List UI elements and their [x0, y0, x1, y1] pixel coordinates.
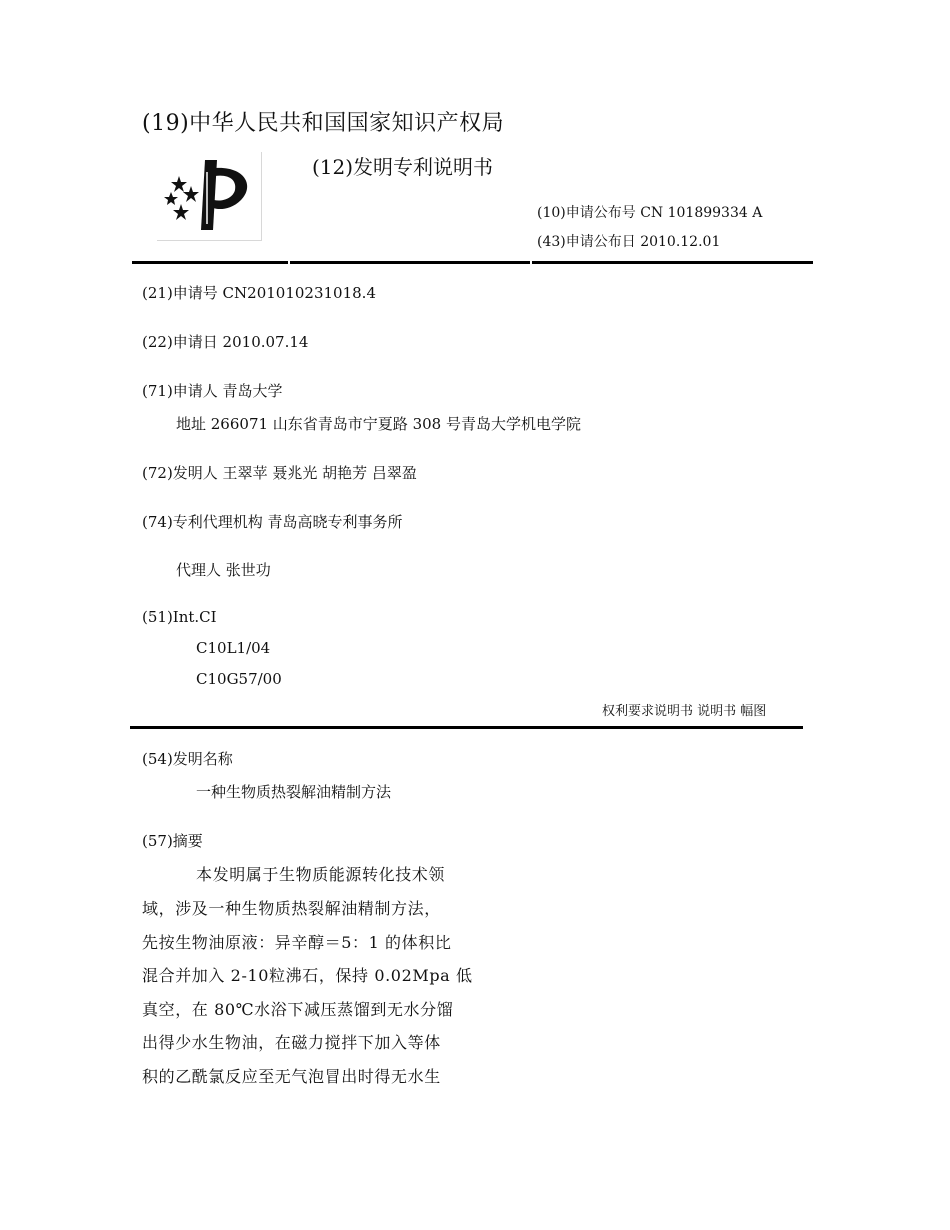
cnipa-logo-icon: [157, 152, 261, 240]
abstract-line: 混合并加入 2-10粒沸石，保持 0.02Mpa 低: [142, 966, 473, 985]
abstract-line: 积的乙酰氯反应至无气泡冒出时得无水生: [142, 1067, 441, 1086]
patent-agent: 代理人 张世功: [176, 561, 271, 579]
publication-number: (10)申请公布号 CN 101899334 A: [537, 205, 763, 221]
int-cl-label: (51)Int.CI: [142, 608, 217, 626]
header-divider-right: [532, 261, 813, 264]
sections-nav: 权利要求说明书 说明书 幅图: [602, 704, 767, 719]
abstract-line: 域，涉及一种生物质热裂解油精制方法，: [142, 899, 441, 918]
ipc-code: C10G57/00: [196, 670, 282, 688]
patent-agency: (74)专利代理机构 青岛高晓专利事务所: [142, 513, 403, 531]
inventors: (72)发明人 王翠苹 聂兆光 胡艳芳 吕翠盈: [142, 464, 417, 482]
invention-title-label: (54)发明名称: [142, 750, 233, 768]
issuing-office: (19)中华人民共和国国家知识产权局: [142, 111, 505, 136]
publication-date: (43)申请公布日 2010.12.01: [537, 234, 721, 250]
header-divider-middle: [290, 261, 530, 264]
header-divider-left: [132, 261, 288, 264]
application-number: (21)申请号 CN201010231018.4: [142, 284, 376, 302]
applicant-address: 地址 266071 山东省青岛市宁夏路 308 号青岛大学机电学院: [176, 415, 581, 433]
biblio-divider: [130, 726, 803, 729]
invention-title: 一种生物质热裂解油精制方法: [196, 783, 392, 801]
ipc-code: C10L1/04: [196, 639, 271, 657]
abstract-line: 本发明属于生物质能源转化技术领: [196, 865, 446, 884]
application-date: (22)申请日 2010.07.14: [142, 333, 309, 351]
abstract-line: 先按生物油原液：异辛醇＝5：1 的体积比: [142, 933, 452, 952]
applicant: (71)申请人 青岛大学: [142, 382, 283, 400]
abstract-line: 出得少水生物油，在磁力搅拌下加入等体: [142, 1033, 441, 1052]
patent-office-logo: [157, 152, 262, 241]
abstract-label: (57)摘要: [142, 832, 203, 850]
document-type: (12)发明专利说明书: [312, 155, 494, 179]
abstract-line: 真空，在 80℃水浴下减压蒸馏到无水分馏: [142, 1000, 454, 1019]
